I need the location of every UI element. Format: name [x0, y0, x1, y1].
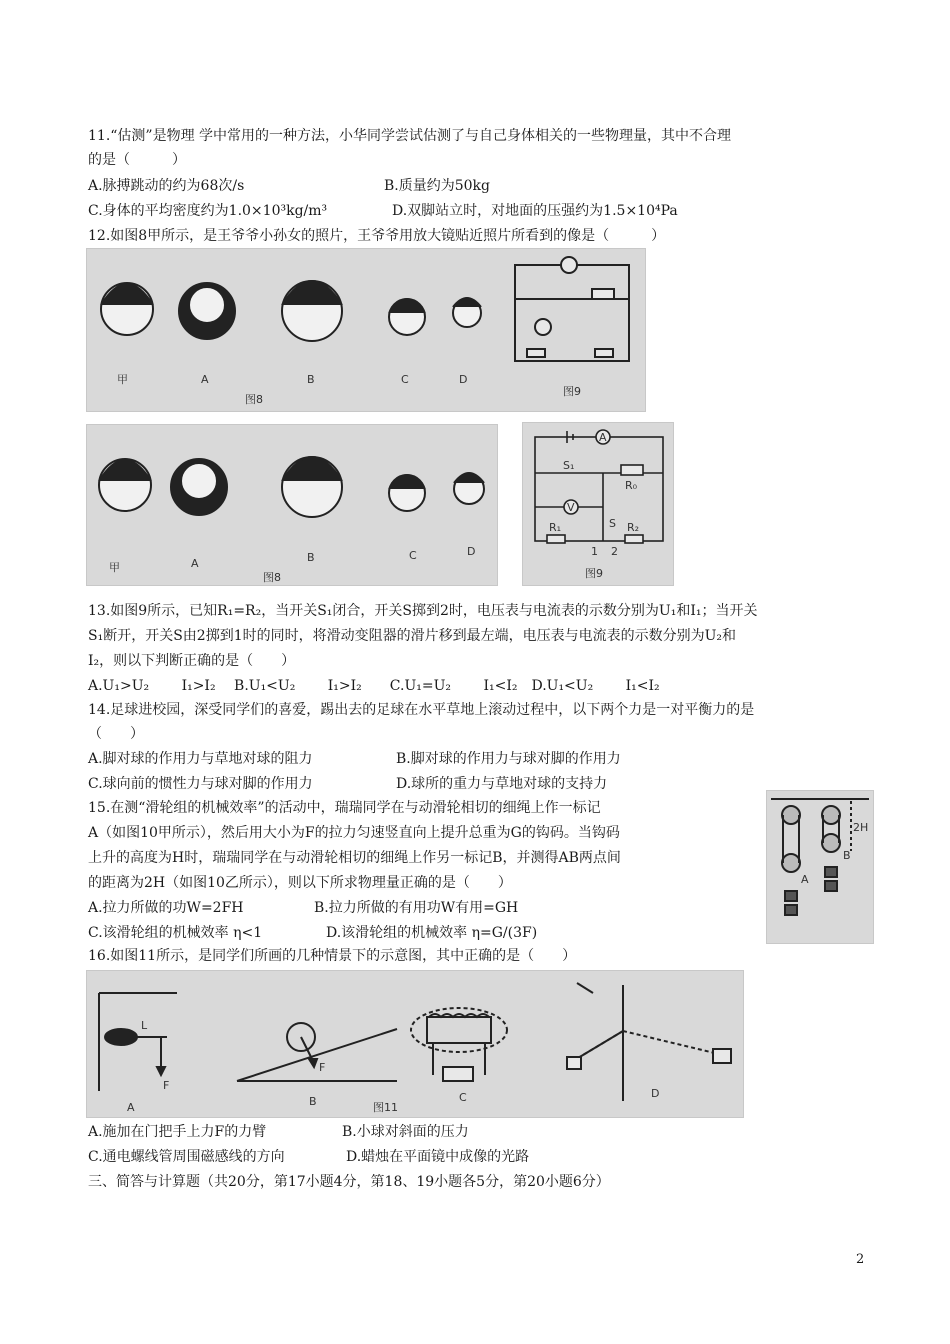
fig8-top-label-a: A — [201, 373, 209, 386]
figure-11-scan — [86, 970, 744, 1118]
q11-option-c: C.身体的平均密度约为1.0×10³kg/m³ — [88, 203, 328, 219]
fig9-contact-1: 1 — [591, 545, 598, 558]
q11-stem-line2: 的是（ ） — [88, 152, 186, 168]
fig9-r2-label: R₂ — [627, 521, 640, 534]
q12-stem: 12.如图8甲所示，是王爷爷小孙女的照片，王爷爷用放大镜贴近照片所看到的像是（ ） — [88, 228, 666, 244]
fig11-l-label: L — [141, 1019, 148, 1032]
q16-option-d: D.蜡烛在平面镜中成像的光路 — [346, 1149, 530, 1165]
q15-stem-line4: 的距离为2H（如图10乙所示），则以下所求物理量正确的是（ ） — [88, 875, 512, 891]
q16-option-a: A.施加在门把手上力F的力臂 — [88, 1124, 267, 1140]
q15-stem-line1: 15.在测“滑轮组的机械效率”的活动中，瑞瑞同学在与动滑轮相切的细绳上作一标记 — [88, 800, 601, 816]
q13-stem-line1: 13.如图9所示，已知R₁=R₂，当开关S₁闭合，开关S掷到2时，电压表与电流表的示数分别为U₁和I₁；当开关 — [88, 603, 758, 619]
fig10-a-label: A — [801, 873, 809, 886]
fig8-label-a: A — [191, 557, 199, 570]
fig8-top-caption: 图8 — [245, 393, 263, 406]
fig9-r0-label: R₀ — [625, 479, 638, 492]
fig9-contact-2: 2 — [611, 545, 618, 558]
fig8-top-label-c: C — [401, 373, 409, 386]
section-3-heading: 三、简答与计算题（共20分，第17小题4分，第18、19小题各5分，第20小题6分） — [88, 1174, 610, 1190]
fig9-s-label: S — [609, 517, 616, 530]
figure-8-scan — [86, 424, 498, 586]
page-number: 2 — [856, 1252, 865, 1267]
q15-stem-line3: 上升的高度为H时，瑞瑞同学在与动滑轮相切的细绳上作另一标记B，并测得AB两点间 — [88, 850, 621, 866]
fig8-label-d: D — [467, 545, 476, 558]
q16-option-b: B.小球对斜面的压力 — [342, 1124, 469, 1140]
fig8-top-label-jia: 甲 — [117, 373, 128, 386]
q13-stem-line3: I₂，则以下判断正确的是（ ） — [88, 653, 296, 669]
q14-stem-line2: （ ） — [88, 726, 144, 742]
q14-stem-line1: 14.足球进校园，深受同学们的喜爱，踢出去的足球在水平草地上滚动过程中，以下两个力是一对平衡力的是 — [88, 702, 755, 718]
q11-stem-line1: 11.“估测”是物理 学中常用的一种方法，小华同学尝试估测了与自己身体相关的一些物理量，其中不合理 — [88, 128, 732, 144]
fig11-label-a: A — [127, 1101, 135, 1114]
q11-option-b: B.质量约为50kg — [384, 178, 490, 194]
fig8-label-c: C — [409, 549, 417, 562]
q11-option-d: D.双脚站立时，对地面的压强约为1.5×10⁴Pa — [392, 203, 678, 219]
fig11-label-d: D — [651, 1087, 660, 1100]
fig8-top-label-d: D — [459, 373, 468, 386]
q16-option-c: C.通电螺线管周围磁感线的方向 — [88, 1149, 285, 1165]
fig9-r1-label: R₁ — [549, 521, 562, 534]
fig10-2h-label: 2H — [853, 821, 869, 834]
fig8-label-jia: 甲 — [109, 561, 120, 574]
q15-option-a: A.拉力所做的功W=2FH — [88, 900, 244, 916]
fig9-ammeter-label: A — [599, 431, 607, 444]
fig11-f-label-a: F — [163, 1079, 170, 1092]
fig11-label-b: B — [309, 1095, 317, 1108]
q11-option-a: A.脉搏跳动的约为68次/s — [88, 178, 245, 194]
fig11-f-label-b: F — [319, 1061, 326, 1074]
q13-options: A.U₁>U₂ I₁>I₂ B.U₁<U₂ I₁>I₂ C.U₁=U₂ I₁<I₂ D.U₁<U₂ I₁<I₂ — [88, 678, 660, 694]
q15-option-c: C.该滑轮组的机械效率 η<1 — [88, 925, 263, 941]
q14-option-a: A.脚对球的作用力与草地对球的阻力 — [88, 751, 313, 767]
fig10-b-label: B — [843, 849, 851, 862]
q14-option-b: B.脚对球的作用力与球对脚的作用力 — [396, 751, 621, 767]
q16-stem: 16.如图11所示，是同学们所画的几种情景下的示意图，其中正确的是（ ） — [88, 948, 577, 964]
fig11-caption: 图11 — [373, 1101, 398, 1114]
fig8-top-label-b: B — [307, 373, 315, 386]
q14-option-c: C.球向前的惯性力与球对脚的作用力 — [88, 776, 313, 792]
q15-option-d: D.该滑轮组的机械效率 η=G/(3F) — [326, 925, 538, 941]
fig9-caption: 图9 — [585, 567, 603, 580]
figure-10-pulley — [766, 790, 874, 944]
q15-option-b: B.拉力所做的有用功W有用=GH — [314, 900, 519, 916]
fig11-label-c: C — [459, 1091, 467, 1104]
fig8-caption: 图8 — [263, 571, 281, 584]
fig9-top-caption: 图9 — [563, 385, 581, 398]
fig9-voltmeter-label: V — [567, 501, 575, 514]
fig9-s1-label: S₁ — [563, 459, 575, 472]
fig8-label-b: B — [307, 551, 315, 564]
q14-option-d: D.球所的重力与草地对球的支持力 — [396, 776, 608, 792]
q15-stem-line2: A（如图10甲所示），然后用大小为F的拉力匀速竖直向上提升总重为G的钩码。当钩码 — [88, 825, 620, 841]
figure-8-9-scan-top — [86, 248, 646, 412]
q13-stem-line2: S₁断开，开关S由2掷到1时的同时，将滑动变阻器的滑片移到最左端，电压表与电流表的示数分别为U₂和 — [88, 628, 737, 644]
figure-9-circuit — [522, 422, 674, 586]
